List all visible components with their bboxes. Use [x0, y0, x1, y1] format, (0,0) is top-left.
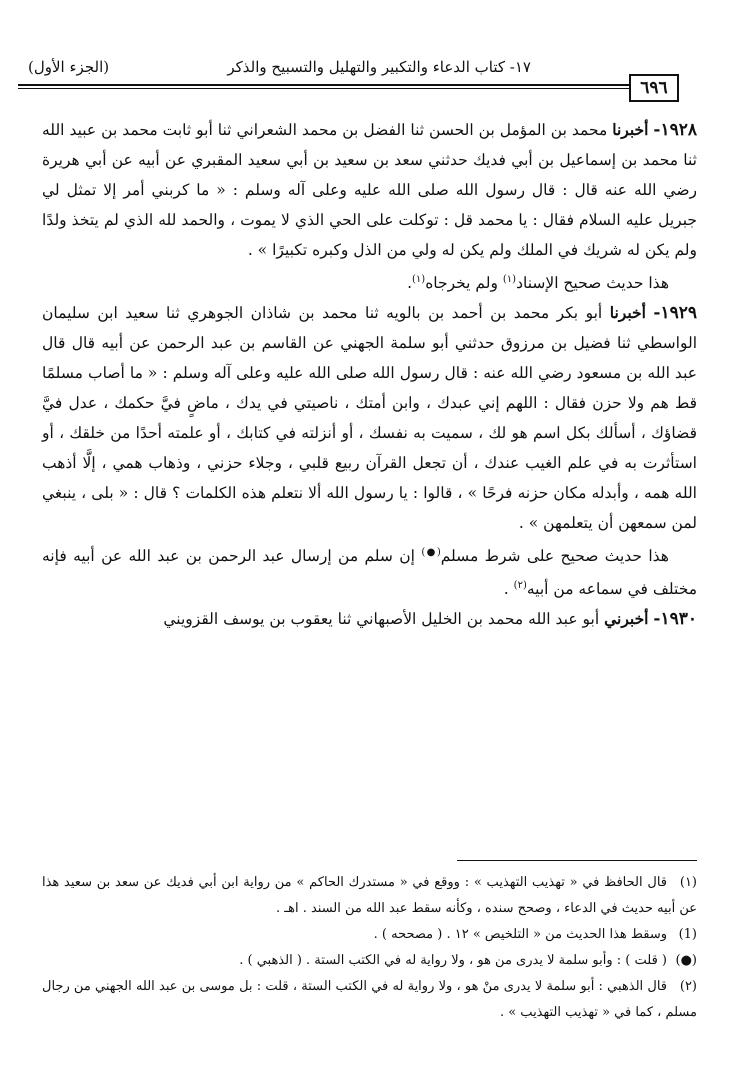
grading-end: . — [407, 274, 412, 293]
footnote-rule — [457, 860, 697, 861]
footnote-item — [42, 948, 697, 974]
hadith-number: ١٩٢٩- — [653, 303, 697, 324]
footnote-ref: (٢) — [513, 580, 527, 592]
footnote-item — [42, 870, 697, 922]
hadith-1929 — [42, 298, 697, 538]
hadith-text: أبو عبد الله محمد بن الخليل الأصبهاني ثنا يعقوب بن يوسف القزويني — [163, 610, 600, 629]
hadith-lead: أخبرنا — [612, 120, 649, 139]
footnote-mark: (●) — [675, 953, 697, 968]
running-header — [18, 58, 721, 84]
hadith-lead: أخبرني — [604, 609, 649, 629]
grading-text: هذا حديث صحيح على شرط مسلم — [440, 547, 669, 566]
grading-text: هذا حديث صحيح الإسناد — [516, 274, 669, 293]
grading-text: ولم يخرجاه — [425, 274, 498, 293]
grading-text: إن سلم من إرسال عبد الرحمن بن عبد الله عن أبيه فإنه مختلف في سماعه من أبيه — [42, 547, 697, 599]
chapter-title: ١٧- كتاب الدعاء والتكبير والتهليل والتسبيح والذكر — [227, 58, 531, 76]
hadith-number: ١٩٢٨- — [653, 120, 697, 140]
footnote-text: ( قلت ) : وأبو سلمة لا يدرى من هو ، ولا رواية له في الكتب الستة . ( الذهبي ) . — [239, 953, 667, 968]
hadith-grading — [42, 265, 697, 298]
hadith-1930 — [42, 604, 697, 634]
footnote-text: قال الذهبي : أبو سلمة لا يدرى منْ هو ، ولا رواية له في الكتب الستة ، قلت : بل موسى بن عبد الله الجهني من رجال مسلم ، كما في « تهذيب التهذيب » . — [42, 979, 697, 1020]
footnote-item — [42, 922, 697, 948]
hadith-grading — [42, 538, 697, 604]
footnote-ref: (١) — [502, 274, 517, 285]
part-label: (الجزء الأول) — [28, 58, 110, 76]
footnote-item — [42, 974, 697, 1026]
header-rule-thin — [18, 88, 638, 89]
footnote-text: وسقط هذا الحديث من « التلخيص » ١٢ . ( مصححه ) . — [373, 927, 667, 942]
footnote-text: قال الحافظ في « تهذيب التهذيب » : ووقع في « مستدرك الحاكم » من رواية ابن أبي فديك عن سعد بن سعيد هذا عن أبيه حديث في الدعاء ، وصحح سنده ، وكأنه سقط عبد الله من السند . اهـ . — [42, 875, 697, 916]
footnote-ref: (١) — [412, 274, 426, 285]
footnote-mark: (١) — [679, 875, 697, 890]
main-text — [42, 115, 697, 634]
hadith-text: محمد بن المؤمل بن الحسن ثنا الفضل بن محمد الشعراني ثنا أبو ثابت محمد بن عبيد الله ثنا محمد بن إسماعيل بن أبي فديك حدثني سعد بن سعيد بن أبي سعيد المقبري عن أبيه عن أبي هريرة رضي الله عنه قال : قال رسول الله صلى الله عليه وعلى آله وسلم : « ما كربني أمر إلا تمثل لي جبريل عليه السلام فقال : يا محمد قل : توكلت على الحي الذي لا يموت ، والحمد لله الذي لم يتخذ ولدًا ولم يكن له شريك في الملك ولم يكن له ولي من الذل وكبره تكبيرًا » . — [42, 121, 697, 259]
hadith-text: أبو بكر محمد بن أحمد بن بالويه ثنا محمد بن شاذان الجوهري ثنا سعيد ابن سليمان الواسطي ثنا فضيل بن مرزوق حدثني أبو سلمة الجهني عن القاسم بن عبد الرحمن عن أبيه قال قال عبد الله بن مسعود رضي الله عنه : قال رسول الله صلى الله عليه وعلى آله وسلم : « ما أصاب مسلمًا قط هم ولا حزن فقال : اللهم إني عبدك ، وابن أمتك ، ناصيتي في يدك ، ماضٍ فيَّ حكمك ، عدل فيَّ قضاؤك ، أسألك بكل اسم هو لك ، سميت به نفسك ، أو أنزلته في كتابك ، أو علمته أحدًا من خلقك ، أو استأثرت به في علم الغيب عندك ، أن تجعل القرآن ربيع قلبي ، وجلاء حزني ، وذهاب همي ، إلَّا أذهب الله همه ، وأبدله مكان حزنه فرحًا » ، قالوا : يا رسول الله ألا نتعلم هذه الكلمات ؟ قال : « بلى ، ينبغي لمن سمعهن أن يتعلمهن » . — [42, 304, 697, 533]
page-number: ٦٩٦ — [629, 74, 679, 102]
footnote-mark: (1) — [678, 927, 697, 942]
footnote-mark: (٢) — [679, 979, 697, 994]
hadith-lead: أخبرنا — [609, 303, 646, 323]
footnotes — [42, 870, 697, 1026]
hadith-1928 — [42, 115, 697, 265]
grading-end: . — [503, 580, 509, 599]
footnote-ref: (●) — [421, 547, 441, 559]
header-rule — [18, 84, 638, 86]
hadith-number: ١٩٣٠- — [653, 609, 697, 630]
